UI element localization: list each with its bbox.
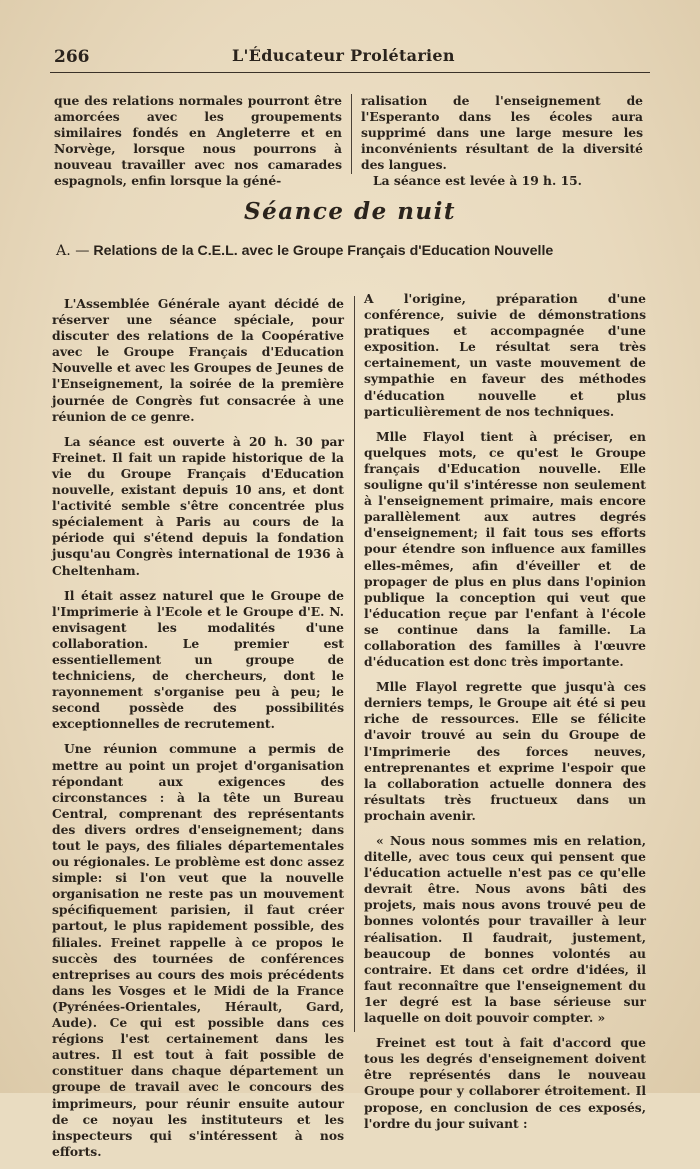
left-paragraph-4: Une réunion commune a permis de mettre au point un projet d'organisation répondant aux exigences des circonstances : à la tête un Bureau Central, comprenant des représentants des divers ordres d'enseignement; dans tout le pays, des filiales départementales ou régionales. Le problème est donc assez simple: si l'on veut que la nouvelle organisation ne reste pas un mouvement spécifiquement parisien, il faut créer partout, le plus rapidement possible, des filiales. Freinet rappelle à ce propos le succès des tournées de conférences entreprises au cours des mois précédents dans les Vosges et le Midi de la France (Pyrénées-Orientales, Hérault, Gard, Aude). Ce qui est possible dans ces régions l'est certainement dans les autres. Il est tout à fait possible de constituer dans chaque département un groupe de travail avec le concours des imprimeurs, pour réunir ensuite autour de ce noyau les instituteurs et les inspecteurs qui s'intéressent à nos efforts. bbox=[52, 741, 344, 1159]
section-subtitle bbox=[56, 243, 666, 259]
closing-line: La séance est levée à 19 h. 15. bbox=[373, 173, 582, 189]
top-right-paragraph: ralisation de l'enseignement de l'Esperanto dans les écoles aura supprimé dans une large mesure les inconvénients résultant de la diversité des langues. bbox=[361, 93, 643, 173]
right-paragraph-5: Freinet est tout à fait d'accord que tous les degrés d'enseignement doivent être représentés dans le nouveau Groupe pour y collaborer étroitement. Il propose, en conclusion de ces exposés, l'ordre du jour suivant : bbox=[364, 1035, 646, 1131]
section-title: Séance de nuit bbox=[243, 198, 457, 225]
top-left-column bbox=[54, 93, 342, 199]
left-paragraph-2: La séance est ouverte à 20 h. 30 par Freinet. Il fait un rapide historique de la vie du Groupe Français d'Education nouvelle, existant depuis 10 ans, et dont l'activité semble s'être concentrée plus spécialement à Paris au cours de la période qui s'étend depuis la fondation jusqu'au Congrès international de 1936 à Cheltenham. bbox=[52, 433, 344, 578]
right-column bbox=[364, 291, 646, 1141]
top-left-paragraph: que des relations normales pourront être amorcées avec les groupements similaires fondés en Angleterre et en Norvège, lorsque nous pourrons à nouveau travailler avec nos camarades espagnols, enfin lorsque la géné- bbox=[54, 93, 342, 189]
right-paragraph-1: A l'origine, préparation d'une conférence, suivie de démonstrations pratiques et accompagnée d'une exposition. Le résultat sera très certainement, un vaste mouvement de sympathie en faveur des méthodes d'éducation nouvelle et plus particulièrement de nos techniques. bbox=[364, 291, 646, 419]
top-right-column bbox=[361, 93, 643, 190]
right-paragraph-2: Mlle Flayol tient à préciser, en quelques mots, ce qu'est le Groupe français d'Education nouvelle. Elle souligne qu'il s'intéresse non seulement à l'enseignement primaire, mais encore parallèlement aux autres degrés d'enseignement; il fait tous ses efforts pour étendre son influence aux familles elles-mêmes, afin d'éveiller et de propager de plus en plus dans l'opinion publique la conception qui veut que l'éducation reçue par l'enfant à l'école se continue dans la famille. La collaboration des familles à l'œuvre d'éducation est donc très importante. bbox=[364, 428, 646, 670]
page-number: 266 bbox=[54, 47, 90, 67]
subtitle-text: Relations de la C.E.L. avec le Groupe Français d'Education Nouvelle bbox=[93, 243, 554, 259]
column-divider-main bbox=[354, 296, 355, 1032]
left-column bbox=[52, 296, 344, 1169]
right-paragraph-4: « Nous nous sommes mis en relation, ditelle, avec tous ceux qui pensent que l'éducation actuelle n'est pas ce qu'elle devrait être. Nous avons bâti des projets, mais nous avons trouvé peu de bonnes volontés pour travailler à leur réalisation. Il faudrait, justement, beaucoup de bonnes volontés au contraire. Et dans cet ordre d'idées, il faut reconnaître que l'enseignement du 1er degré est la base sérieuse sur laquelle on doit pouvoir compter. » bbox=[364, 833, 646, 1026]
subtitle-letter: A. — bbox=[56, 243, 90, 259]
left-paragraph-1: L'Assemblée Générale ayant décidé de réserver une séance spéciale, pour discuter des relations de la Coopérative avec le Groupe Français d'Education Nouvelle et avec les Groupes de Jeunes de l'Enseignement, la soirée de la première journée de Congrès fut consacrée à une réunion de ce genre. bbox=[52, 296, 344, 424]
right-paragraph-3: Mlle Flayol regrette que jusqu'à ces derniers temps, le Groupe ait été si peu riche de ressources. Elle se félicite d'avoir trouvé au sein du Groupe de l'Imprimerie des forces neuves, entreprenantes et exprime l'espoir que la collaboration actuelle donnera des résultats très fructueux dans un prochain avenir. bbox=[364, 679, 646, 823]
column-divider-top bbox=[351, 94, 352, 174]
left-paragraph-3: Il était assez naturel que le Groupe de l'Imprimerie à l'Ecole et le Groupe d'E. N. envisagent les modalités d'une collaboration. Le premier est essentiellement un groupe de techniciens, de chercheurs, dont le rayonnement s'organise peu à peu; le second possède des possibilités exceptionnelles de recrutement. bbox=[52, 587, 344, 732]
page-header bbox=[50, 42, 650, 73]
running-title: L'Éducateur Prolétarien bbox=[232, 46, 455, 65]
